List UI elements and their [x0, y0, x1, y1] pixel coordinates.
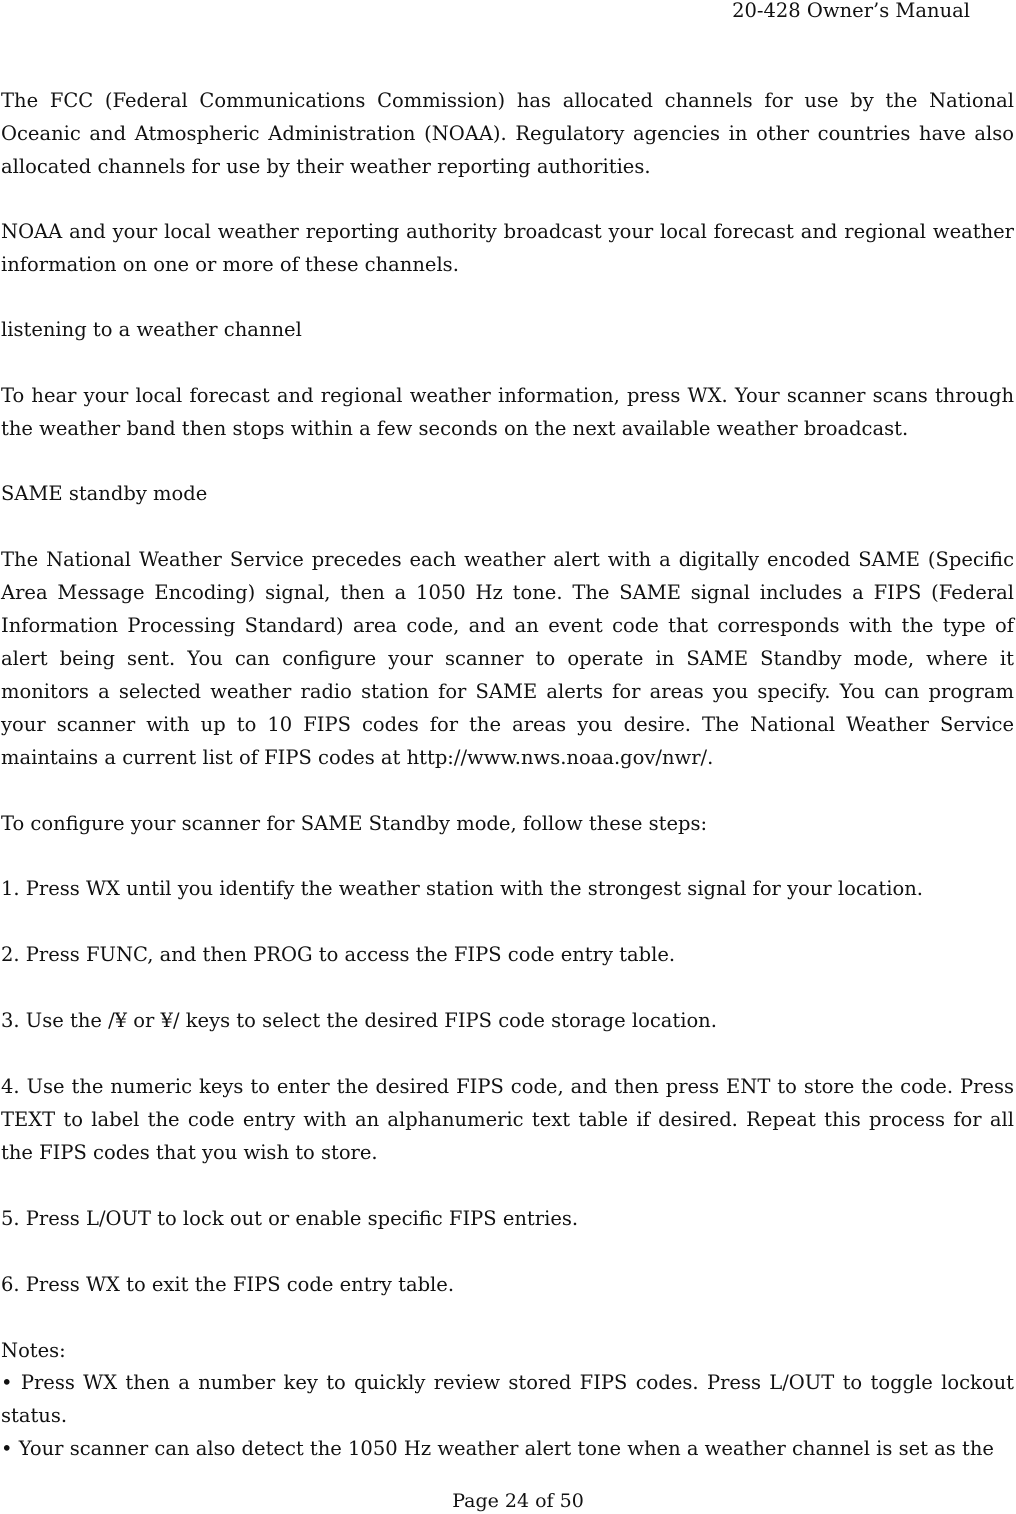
step-item: 6. Press WX to exit the FIPS code entry table. [1, 1273, 455, 1296]
note-item: • Your scanner can also detect the 1050 Hz weather alert tone when a weather channel is set as the [1, 1437, 994, 1460]
paragraph-listening: To hear your local forecast and regional weather information, press WX. Your scanner scans through the weather band then stops within a few seconds on the next available weather broadcast. [1, 384, 1014, 440]
page-number: Page 24 of 50 [452, 1490, 584, 1512]
note-item: • Press WX then a number key to quickly review stored FIPS codes. Press L/OUT to toggle lockout status. [1, 1371, 1014, 1427]
paragraph-fcc: The FCC (Federal Communications Commission) has allocated channels for use by the National Oceanic and Atmospheric Administration (NOAA). Regulatory agencies in other countries have also allocated channels for use by their weather reporting authorities. [1, 89, 1014, 178]
section-heading-same: SAME standby mode [1, 482, 208, 505]
step-item: 3. Use the /¥ or ¥/ keys to select the desired FIPS code storage location. [1, 1009, 717, 1032]
paragraph-noaa: NOAA and your local weather reporting authority broadcast your local forecast and regional weather information on one or more of these channels. [1, 220, 1014, 276]
notes-label: Notes: [1, 1339, 66, 1362]
step-item: 5. Press L/OUT to lock out or enable specific FIPS entries. [1, 1207, 579, 1230]
manual-title: 20-428 Owner’s Manual [732, 0, 970, 22]
section-heading-listening: listening to a weather channel [1, 318, 302, 341]
paragraph-configure-intro: To configure your scanner for SAME Standby mode, follow these steps: [1, 812, 708, 835]
paragraph-same: The National Weather Service precedes each weather alert with a digitally encoded SAME (Specific Area Message Encoding) signal, then a 1050 Hz tone. The SAME signal includes a FIPS (Federal Information Processing Standard) area code, and an event code that corresponds with the type of alert being sent. You can configure your scanner to operate in SAME Standby mode, where it monitors a selected weather radio station for SAME alerts for areas you specify. You can program your scanner with up to 10 FIPS codes for the areas you desire. The National Weather Service maintains a current list of FIPS codes at http://www.nws.noaa.gov/nwr/. [1, 548, 1014, 769]
step-item: 4. Use the numeric keys to enter the desired FIPS code, and then press ENT to store the code. Press TEXT to label the code entry with an alphanumeric text table if desired. Repeat this process for all the FIPS codes that you wish to store. [1, 1075, 1014, 1164]
step-item: 2. Press FUNC, and then PROG to access the FIPS code entry table. [1, 943, 676, 966]
step-item: 1. Press WX until you identify the weather station with the strongest signal for your location. [1, 877, 924, 900]
